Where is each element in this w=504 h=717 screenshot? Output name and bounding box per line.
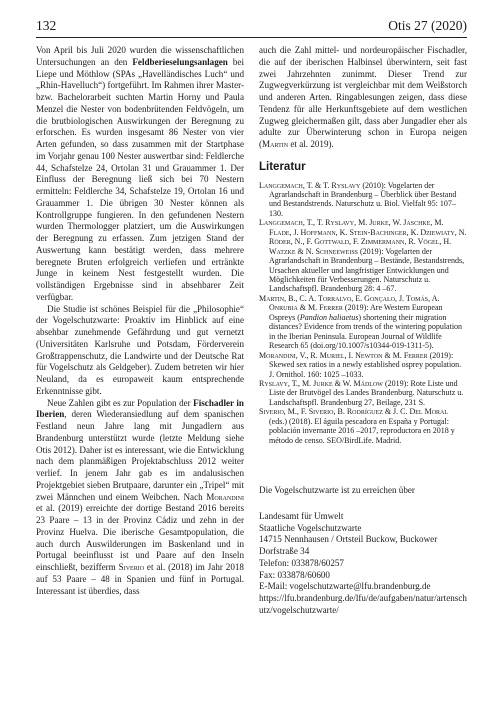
paragraph-migration [259, 45, 467, 151]
email-line[interactable]: E-Mail: vogelschutzwarte@lfu.brandenburg.de [259, 581, 431, 592]
address-line: Landesamt für Umwelt [259, 510, 344, 521]
contact-address [259, 511, 467, 617]
reference-item [259, 181, 467, 219]
species-name: Pandion haliaetus [299, 312, 359, 322]
text-run: et al. (2019) erreichte der dortige Bestand 2016 bereits 23 Paare – 13 in der Provinz Cádiz und zehn in der Provinz Huelva. Die iberische Gesamtpopulation, die auch durch Auswilderungen im Baskenland und in Portugal beeinflusst ist und Paare auf den Inseln einschließt, bezifferm [36, 503, 244, 572]
reference-authors: Langgemach, T. & T. Ryslavy [259, 180, 361, 190]
reference-authors: Langgemach, T., T. Ryslavy, M. Jurke, W. Jaschke, M. Flade, J. Hoffmann, K. Stein-Bachinger, K. Dziewiaty, N. Röder, N., F. Gottwald, F. Zimmermann, R. Vögel, H. Watzke & N. Schneeweiss [259, 218, 467, 256]
contact-note: Die Vogelschutzwarte ist zu erreichen über [259, 485, 415, 496]
reference-item [259, 218, 467, 294]
reference-text: (2019): Rote Liste und Liste der Brutvögel des Landes Brandenburg. Naturschutz u. Landschaftspfl. Brandenburg 27, Beilage, 231 S. [269, 379, 464, 407]
reference-text: (2019): Vogelarten der Agrarlandschaft in Brandenburg – Bestände, Bestandstrends, Ursachen aktueller und langfristiger Entwicklungen und Möglichkeiten für Verbesserungen. Naturschutz u. Landschaftspfl. Brandenburg 28: 4 –67. [269, 246, 465, 294]
reference-authors: Martin, B., C. A. Torralvo, E. Gonçalo, J. Tomás, A. Onrubia & M. Ferrer [259, 293, 440, 313]
reference-authors: Siverio, M., F. Siverio, B. Rodríguez & J. C. Del Moral [259, 407, 449, 417]
text-run: , deren Wiederansiedlung auf dem spanischen Festland neun Jahre lang mit Jungadlern aus Brandenburg unterstützt wurde (letzte Meldung siehe Otis 2012). Daher ist es interessant, wie die Entwicklung nach dem planmäßigen Projektabschluss 2012 weiter verlief. In jenem Jahr gab es im andalusischen Projektgebiet sieben Brutpaare, darunter ein „Tripel“ mit zwei Männchen und einem Weibchen. Nach [36, 409, 244, 502]
text-run: bei Liepe und Möthlow (SPAs „Havelländisches Luch“ und „Rhin-Havelluch“) fortgeführt. Im Rahmen ihrer Master- bzw. Bachelorarbeit suchten Martin Horny und Paula Menzel die Nester von bodenbrütenden Feldvögeln, um die brutbiologischen Auswirkungen der Beregnung zu erforschen. Es wurden insgesamt 86 Nester von vier Arten gefunden, so dass zusammen mit der Startphase im Vorjahr genau 100 Nester auswertbar sind: Feldlerche 44, Schafstelze 24, Ortolan 31 und Grauammer 1. Der Einfluss der Beregnung ließ sich bei 70 Nestern ermitteln: Feldlerche 34, Schafstelze 19, Ortolan 16 und Grauammer 1. Die übrigen 30 Nester können als Kontrollgruppe fungieren. In den gefundenen Nestern wurden Thermologger platziert, um die Auswirkungen der Beregnung zu erfassen. Zum jetzigen Stand der Auswertung kann bestätigt werden, dass mehrere beregnete Bruten erfolgreich verliefen und ertränkte Junge in keinem Nest festgestellt wurden. Die vollständigen Ergebnisse sind in absehbarer Zeit verfügbar. [36, 56, 244, 302]
text-run: Von April bis Juli 2020 wurden die wissenschaftlichen Untersuchungen an den [36, 45, 244, 67]
reference-text: ) shortening their migration distances? Evidence from trends of the wintering population in the Iberian Peninsula. European Journal of Wildlife Research 65 (doi.org/10.1007/s10344-019-1311-5). [269, 312, 463, 351]
author-name: Martin [262, 139, 289, 149]
reference-item [259, 294, 467, 351]
reference-text: (2019): Are Western European Ospreys ( [269, 303, 443, 322]
phone-line: Telefon: 033878/60257 [259, 557, 344, 568]
author-name: Siverio [118, 562, 145, 572]
fax-line: Fax: 033878/60600 [259, 569, 330, 580]
reference-item [259, 379, 467, 407]
reference-text: (eds.) (2018). El águila pescadora en España y Portugal: población invernante 2016 –2017, reproductora en 2018 y método de censo. SEO/BirdLife. Madrid. [269, 416, 455, 445]
reference-text: (2019): Skewed sex ratios in a newly established osprey population. J. Ornithol. 160: 1025 –1033. [269, 350, 462, 379]
reference-authors: Morandini, V., R. Muriel, I. Newton & M. Ferrer [259, 350, 428, 360]
page-number: 132 [36, 18, 57, 33]
paragraph-philosophy: Die Studie ist schönes Beispiel für die „Philosophie“ der Vogelschutzwarte: Proaktiv im Hinblick auf eine absehbar zunehmende Gefährdung und gut vernetzt (Universitäten Karlsruhe und Potsdam, Förderverein Großtrappenschutz, die Landwirte und der Deutsche Rat für Vogelschutz als Geldgeber). Zudem betreten wir hier Neuland, da es europaweit kaum entsprechende Erkenntnisse gibt. [36, 303, 244, 396]
reference-item [259, 407, 467, 445]
author-name: Morandini [206, 491, 244, 502]
header-rule [36, 37, 467, 38]
address-line: 14715 Nennhausen / Ortsteil Buckow, Buckower Dorfstraße 34 [259, 534, 438, 557]
text-run: auch die Zahl mittel- und nordeuropäischer Fischadler, die auf der iberischen Halbinsel überwintern, seit fast zwei Jahrzehnten zunimmt. Dieser Trend zur Zugwegverkürzung ist vergleichbar mit dem Weißstorch und anderen Arten. Ringablesungen zeigen, dass diese Tendenz für alle Herkunftsgebiete auf dem westlichen Zugweg gleichermaßen gilt, dass aber Jungadler eher als adulte zur Überwinterung schon in Europa neigen ( [259, 45, 467, 149]
website-link[interactable]: https://lfu.brandenburg.de/lfu/de/aufgaben/natur/artenschutz/vogelschutzwarte/ [259, 593, 467, 615]
reference-text: (2010): Vogelarten der Agrarlandschaft in Brandenburg – Überblick über Bestand und Bestandstrends. Naturschutz u. Biol. Vielfalt 95: 107–130. [269, 180, 457, 218]
right-column [259, 45, 467, 617]
paragraph-irrigation [36, 45, 244, 304]
text-run: Neue Zahlen gibt es zur Population der [47, 397, 194, 408]
text-run: et al. (2018) im Jahr 2018 auf 53 Paare – 48 in Spanien und fünf in Portugal. Interessant ist überdies, dass [36, 562, 244, 596]
running-header [36, 18, 467, 38]
text-run: et al. 2019). [288, 139, 334, 149]
reference-item [259, 351, 467, 379]
bold-term: Fischadler in Iberien [36, 397, 244, 420]
reference-list [259, 181, 467, 446]
paragraph-osprey [36, 398, 244, 598]
literature-heading: Literatur [259, 160, 306, 173]
left-column [36, 45, 244, 597]
journal-title: Otis 27 (2020) [388, 18, 467, 33]
address-line: Staatliche Vogelschutzwarte [259, 522, 362, 533]
reference-authors: Ryslavy, T., M. Jurke & W. Mädlow [259, 379, 383, 389]
bold-term: Feldberieselungsanlagen [132, 56, 228, 67]
